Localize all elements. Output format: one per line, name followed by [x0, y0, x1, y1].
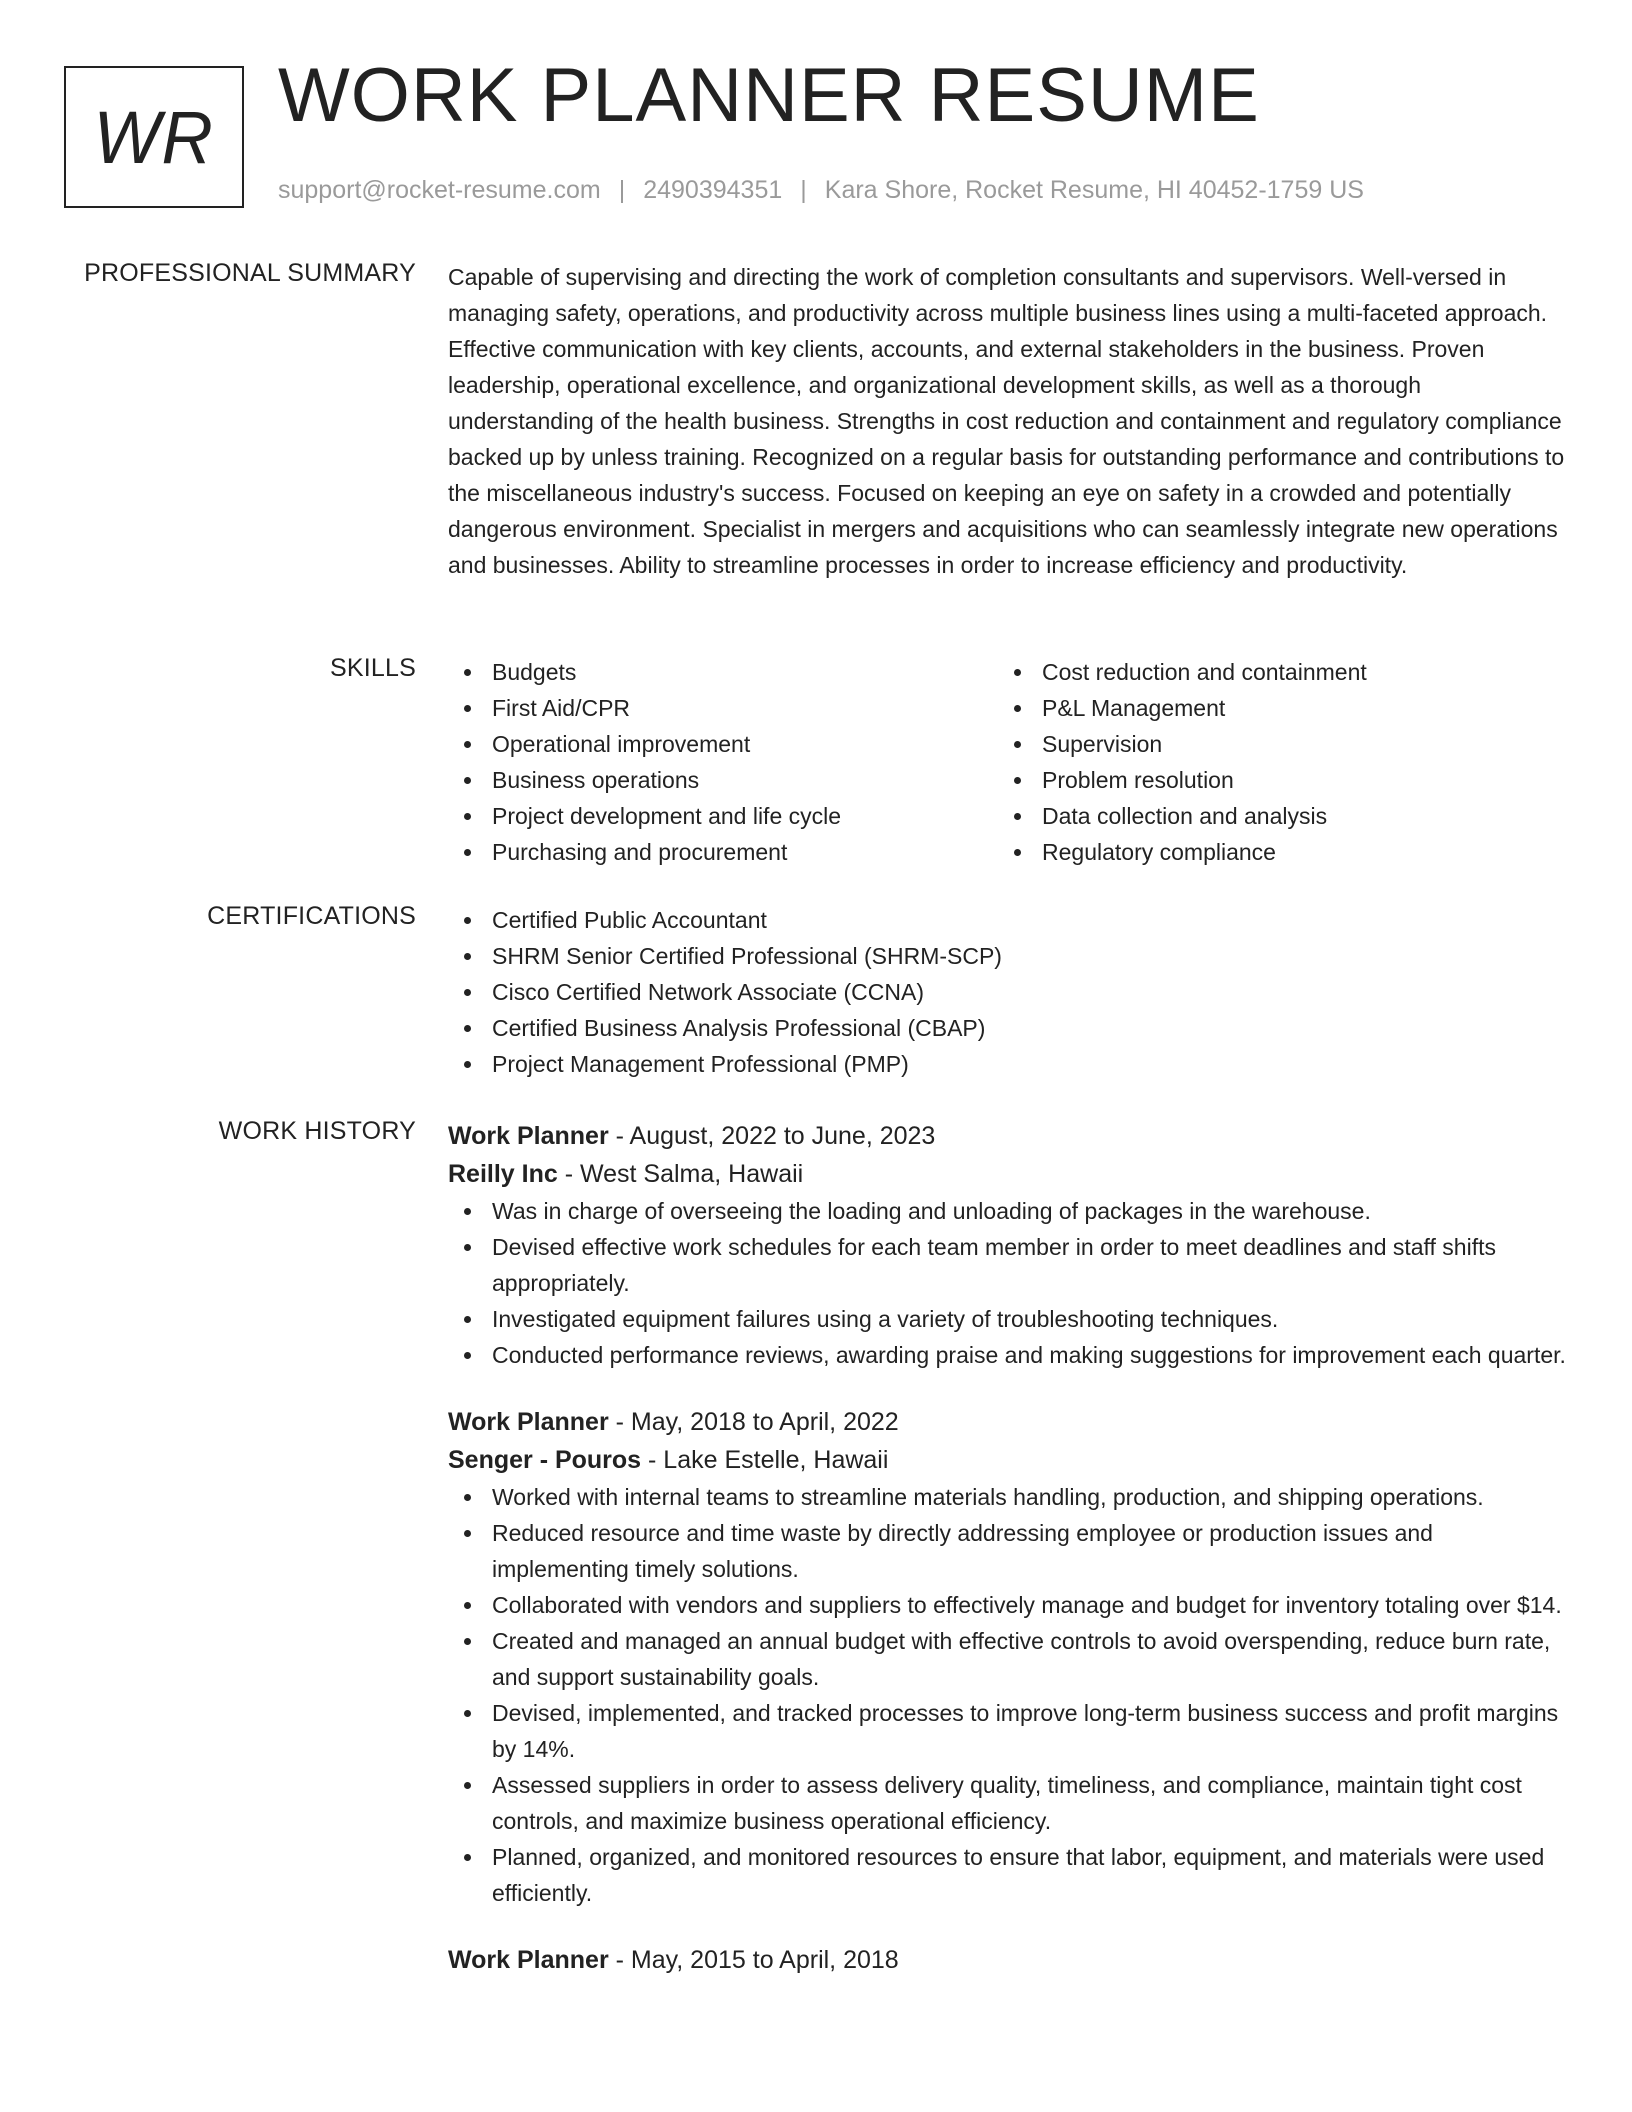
- list-item: Regulatory compliance: [998, 834, 1548, 870]
- job-company-line: [448, 1441, 1566, 1479]
- list-item: Supervision: [998, 726, 1548, 762]
- contact-phone[interactable]: 2490394351: [643, 176, 783, 204]
- list-item: First Aid/CPR: [448, 690, 998, 726]
- job-title-line: [448, 1117, 1566, 1155]
- list-item: Devised, implemented, and tracked processes to improve long-term business success and profit margins by 14%.: [448, 1695, 1566, 1767]
- job-bullets: [448, 1479, 1566, 1911]
- job-entry: [448, 1403, 1566, 1911]
- list-item: SHRM Senior Certified Professional (SHRM-SCP): [448, 938, 1566, 974]
- summary-body: [448, 259, 1566, 583]
- list-item: Cisco Certified Network Associate (CCNA): [448, 974, 1566, 1010]
- job-title-line: [448, 1403, 1566, 1441]
- list-item: Devised effective work schedules for each team member in order to meet deadlines and staff shifts appropriately.: [448, 1229, 1566, 1301]
- monogram-box: [64, 66, 244, 208]
- list-item: Worked with internal teams to streamline materials handling, production, and shipping operations.: [448, 1479, 1566, 1515]
- list-item: Operational improvement: [448, 726, 998, 762]
- job-company-line: [448, 1155, 1566, 1193]
- job-location: - West Salma, Hawaii: [557, 1160, 804, 1188]
- job-company: Reilly Inc: [448, 1160, 558, 1188]
- contact-separator: |: [800, 176, 807, 204]
- list-item: Budgets: [448, 654, 998, 690]
- list-item: Was in charge of overseeing the loading and unloading of packages in the warehouse.: [448, 1193, 1566, 1229]
- list-item: Project Management Professional (PMP): [448, 1046, 1566, 1082]
- job-entry: [448, 1117, 1566, 1373]
- list-item: Investigated equipment failures using a variety of troubleshooting techniques.: [448, 1301, 1566, 1337]
- job-title: Work Planner: [448, 1946, 609, 1974]
- section-label-summary: PROFESSIONAL SUMMARY: [84, 259, 416, 287]
- certifications-body: [448, 902, 1566, 1082]
- job-location: - Lake Estelle, Hawaii: [641, 1446, 889, 1474]
- list-item: Conducted performance reviews, awarding praise and making suggestions for improvement each quarter.: [448, 1337, 1566, 1373]
- job-dates: - May, 2018 to April, 2022: [608, 1408, 899, 1436]
- list-item: Certified Business Analysis Professional (CBAP): [448, 1010, 1566, 1046]
- skills-list-left: [448, 654, 998, 870]
- list-item: Project development and life cycle: [448, 798, 998, 834]
- summary-text: Capable of supervising and directing the work of completion consultants and supervisors. Well-versed in managing safety, operations, and productivity across multiple business lines using a multi-faceted approach. Effective communication with key clients, accounts, and external stakeholders in the business. Proven leadership, operational excellence, and organizational development skills, as well as a thorough understanding of the health business. Strengths in cost reduction and containment and regulatory compliance backed up by unless training. Recognized on a regular basis for outstanding performance and contributions to the miscellaneous industry's success. Focused on keeping an eye on safety in a crowded and potentially dangerous environment. Specialist in mergers and acquisitions who can seamlessly integrate new operations and businesses. Ability to streamline processes in order to increase efficiency and productivity.: [448, 264, 1565, 578]
- job-company: Senger - Pouros: [448, 1446, 642, 1474]
- contact-address: Kara Shore, Rocket Resume, HI 40452-1759 US: [824, 176, 1364, 204]
- list-item: Reduced resource and time waste by directly addressing employee or production issues and implementing timely solutions.: [448, 1515, 1566, 1587]
- list-item: Planned, organized, and monitored resources to ensure that labor, equipment, and materials were used efficiently.: [448, 1839, 1566, 1911]
- list-item: Cost reduction and containment: [998, 654, 1548, 690]
- list-item: Assessed suppliers in order to assess delivery quality, timeliness, and compliance, maintain tight cost controls, and maximize business operational efficiency.: [448, 1767, 1566, 1839]
- skills-body: [448, 654, 1566, 870]
- contact-separator: |: [618, 176, 626, 204]
- section-label-certifications: CERTIFICATIONS: [207, 902, 416, 930]
- list-item: Created and managed an annual budget with effective controls to avoid overspending, reduce burn rate, and support sustainability goals.: [448, 1623, 1566, 1695]
- section-label-skills: SKILLS: [330, 654, 416, 682]
- job-entry: [448, 1941, 1566, 1979]
- list-item: Certified Public Accountant: [448, 902, 1566, 938]
- monogram-initials: WR: [93, 95, 215, 179]
- job-dates: - May, 2015 to April, 2018: [608, 1946, 899, 1974]
- job-dates: - August, 2022 to June, 2023: [608, 1122, 936, 1150]
- list-item: Collaborated with vendors and suppliers to effectively manage and budget for inventory totaling over $14.: [448, 1587, 1566, 1623]
- list-item: P&L Management: [998, 690, 1548, 726]
- skills-list-right: [998, 654, 1548, 870]
- list-item: Data collection and analysis: [998, 798, 1548, 834]
- contact-line: [278, 176, 1364, 205]
- job-title: Work Planner: [448, 1122, 609, 1150]
- work-history-body: [448, 1117, 1566, 2001]
- list-item: Purchasing and procurement: [448, 834, 998, 870]
- section-label-work-history: WORK HISTORY: [218, 1117, 416, 1145]
- contact-email[interactable]: support@rocket-resume.com: [278, 176, 601, 204]
- job-title: Work Planner: [448, 1408, 609, 1436]
- list-item: Business operations: [448, 762, 998, 798]
- list-item: Problem resolution: [998, 762, 1548, 798]
- job-title-line: [448, 1941, 1566, 1979]
- job-bullets: [448, 1193, 1566, 1373]
- page-title: WORK PLANNER RESUME: [278, 53, 1260, 138]
- certifications-list: [448, 902, 1566, 1082]
